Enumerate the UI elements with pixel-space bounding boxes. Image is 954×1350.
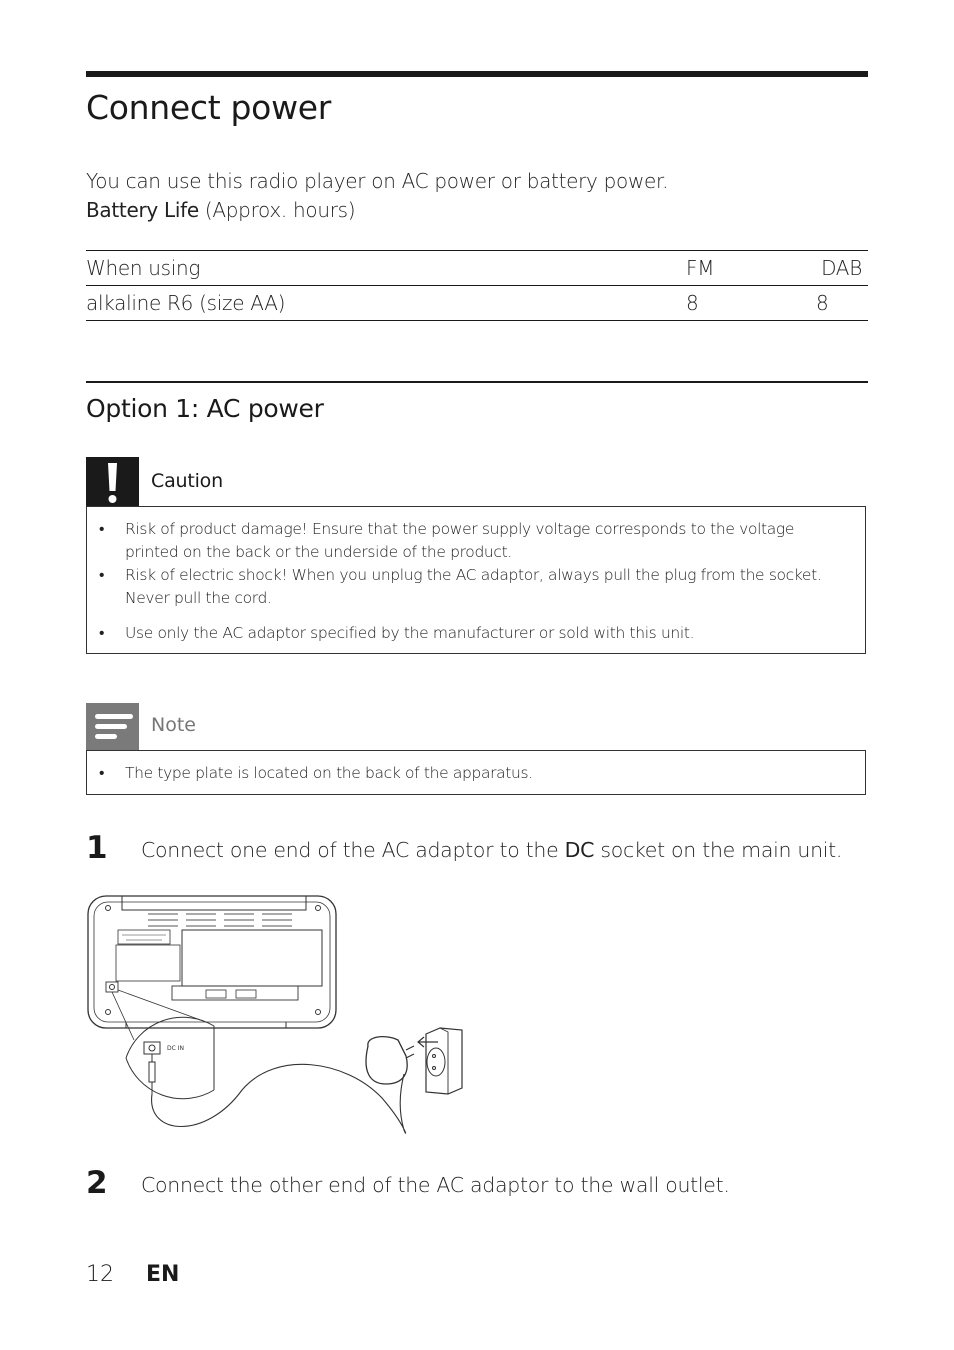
- table-cell: 8: [816, 286, 868, 321]
- page-number: 12: [86, 1262, 114, 1287]
- step-text: Connect the other end of the AC adaptor to the wall outlet.: [141, 1173, 730, 1197]
- section-rule: [86, 381, 868, 383]
- step-number: 1: [86, 830, 108, 866]
- step-number: 2: [86, 1165, 108, 1201]
- battery-life-suffix: (Approx. hours): [204, 198, 356, 222]
- list-item: • Risk of electric shock! When you unplug the AC adaptor, always pull the plug from the socket. Never pull the cord.: [87, 564, 865, 610]
- step-text-part: socket on the main unit.: [594, 838, 843, 862]
- table-header-cell: DAB: [816, 251, 868, 286]
- battery-life-table: [86, 250, 868, 321]
- list-item: • Use only the AC adaptor specified by the manufacturer or sold with this unit.: [87, 622, 865, 645]
- page-title: Connect power: [86, 88, 332, 127]
- table-row: [86, 286, 868, 321]
- note-box: [86, 750, 866, 795]
- intro-text: [86, 167, 668, 225]
- table-cell: alkaline R6 (size AA): [86, 286, 686, 321]
- step-text: [141, 838, 842, 862]
- note-title: Note: [151, 714, 196, 736]
- table-header-cell: When using: [86, 251, 686, 286]
- battery-life-line: [86, 196, 668, 225]
- top-rule: [86, 71, 868, 77]
- language-code: EN: [146, 1262, 180, 1287]
- table-cell: 8: [686, 286, 816, 321]
- dc-in-label: DC IN: [167, 1045, 184, 1052]
- section-title: Option 1: AC power: [86, 394, 324, 423]
- intro-sentence: You can use this radio player on AC power or battery power.: [86, 169, 669, 193]
- caution-exclamation-icon: [86, 457, 139, 507]
- note-list: [87, 751, 865, 785]
- connection-illustration: [86, 890, 466, 1145]
- table-header-cell: FM: [686, 251, 816, 286]
- note-lines-icon: [86, 703, 139, 750]
- caution-title: Caution: [151, 470, 223, 492]
- caution-list: [87, 507, 865, 645]
- table-header-row: [86, 251, 868, 286]
- dc-socket-label: DC: [564, 838, 595, 862]
- step-text-part: Connect one end of the AC adaptor to the: [141, 838, 565, 862]
- caution-box: [86, 506, 866, 654]
- battery-life-label: Battery Life: [86, 198, 199, 222]
- list-item: • The type plate is located on the back of the apparatus.: [87, 762, 865, 785]
- list-item: • Risk of product damage! Ensure that the power supply voltage corresponds to the voltage printed on the back or the underside of the product.: [87, 518, 865, 564]
